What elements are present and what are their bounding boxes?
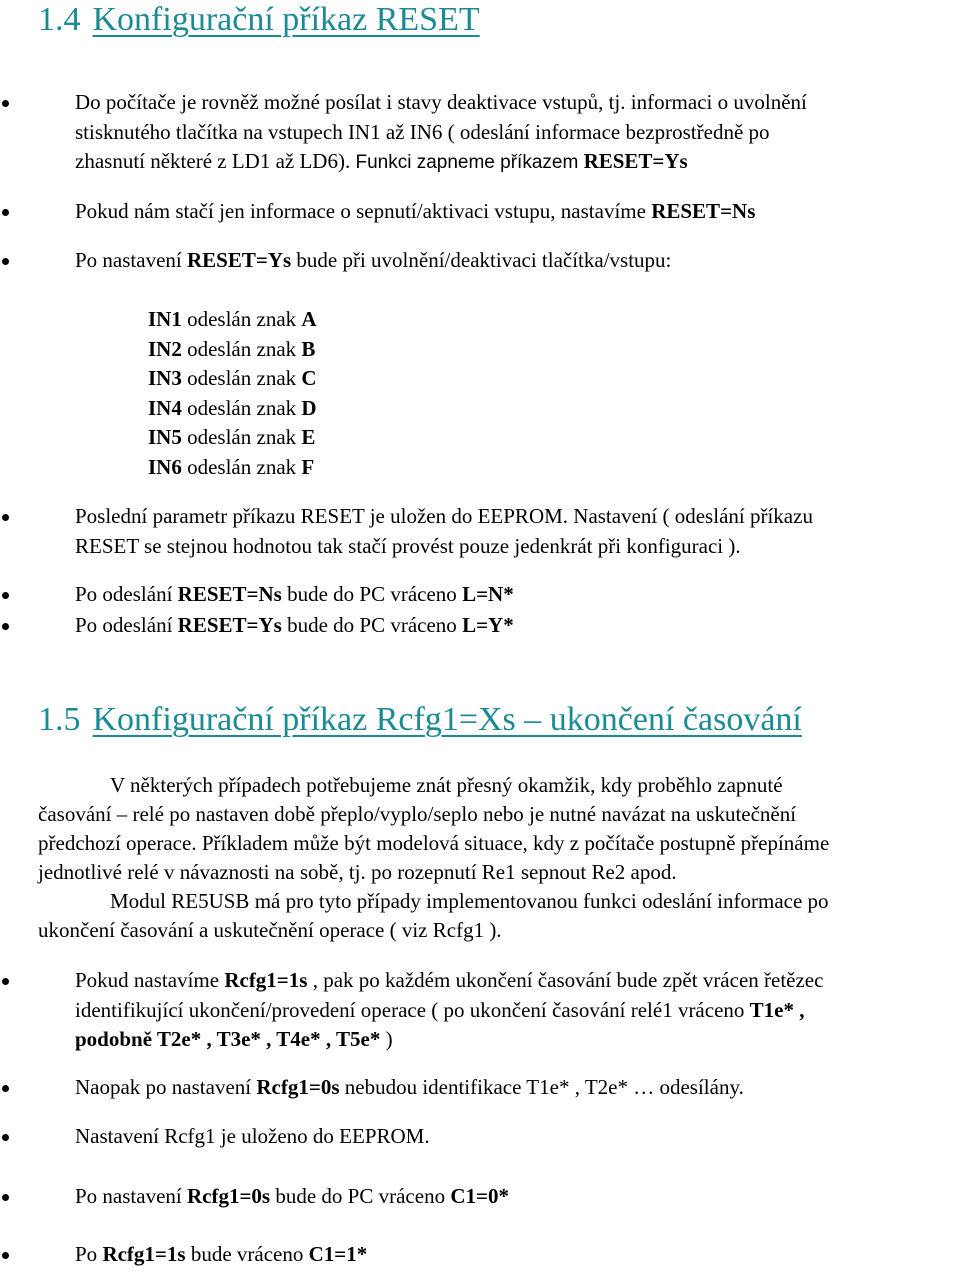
bullet-dot-icon [2,209,9,216]
list-item: IN3 odeslán znak C [148,366,317,390]
bullet-dot-icon [2,258,9,265]
list-item: IN1 odeslán znak A [148,307,317,331]
bullet-dot-icon [2,592,9,599]
section-title: Konfigurační příkaz Rcfg1=Xs – ukončení časování [92,701,802,738]
list-item: IN2 odeslán znak B [148,336,316,361]
paragraph: V některých případech potřebujeme znát přesný okamžik, kdy proběhlo zapnuté časování – relé po nastaven době přeplo/vyplo/seplo nebo je nutné navázat na uskutečnění předchozí operace. Příkladem může být modelová situace, kdy z počítače postupně přepínáme jednotlivé relé v návaznosti na sobě, tj. po rozepnutí Re1 sepnout Re2 apod. [38,773,830,884]
section-heading-1-4 [38,0,480,40]
section-title: Konfigurační příkaz RESET [92,1,480,38]
paragraph: Modul RE5USB má pro tyto případy implementovanou funkci odeslání informace po ukončení časování a uskutečnění operace ( viz Rcfg1 ). [38,889,829,942]
input-char-list [148,305,317,482]
bullet-dot-icon [2,1194,9,1201]
bullet-dot-icon [2,978,9,985]
bullet-dot-icon [2,1085,9,1092]
section-number: 1.5 [38,701,81,738]
bullet-dot-icon [2,1252,9,1259]
section-number: 1.4 [38,1,81,38]
bullet-dot-icon [2,623,9,630]
document-page: 1.4 Konfigurační příkaz RESET Do počítače je rovněž možné posílat i stavy deaktivace vstupů, tj. informaci o uvolnění stisknutého tlačítka na vstupech IN1 až IN6 ( odeslání informace bezprostředně po zhasnutí některé z LD1 až LD6). Funkci zapneme příkazem RESET=Ys Pokud nám stačí jen informace o sepnutí/aktivaci vstupu, nastavíme RESET=Ns Po nastavení RESET=Ys bude při uvolnění/deaktivaci tlačítka/vstupu: IN1 odeslán znak A IN2 odeslán znak B IN3 odeslán znak C IN4 odeslán znak D IN5 odeslán znak E IN6 odeslán znak F Poslední parametr příkazu RESET je uložen do EEPROM. Nastavení ( odeslání příkazu RESET se stejnou hodnotou tak stačí provést pouze jedenkrát při konfiguraci ). Po odeslání RESET=Ns bude do PC vráceno L=N* Po odeslání RESET=Ys bude do PC vráceno L=Y* 1.5 Konfigurační příkaz Rcfg1=Xs – ukončení časování V některých případech potřebujeme znát přesný okamžik, kdy proběhlo zapnuté časování – relé po nastaven době přeplo/vyplo/seplo nebo je nutné navázat na uskutečnění předchozí operace. Příkladem může být modelová situace, kdy z počítače postupně přepínáme jednotlivé relé v návaznosti na sobě, tj. po rozepnutí Re1 sepnout Re2 apod. Modul RE5USB má pro tyto případy implementovanou funkci odeslání informace po ukončení časování a uskutečnění operace ( viz Rcfg1 ). Pokud nastavíme Rcfg1=1s , pak po každém ukončení časování bude zpět vrácen řetězec identifikující ukončení/provedení operace ( po ukončení časování relé1 vráceno T1e* , podobně T2e* , T3e* , T4e* , T5e* ) Naopak po nastavení Rcfg1=0s nebudou identifikace T1e* , T2e* … odesílány. Nastavení Rcfg1 je uloženo do EEPROM. Po nastavení Rcfg1=0s bude do PC vráceno C1=0* Po Rcfg1=1s bude vráceno C1=1* [0,0,960,1272]
list-item: IN6 odeslán znak F [148,454,315,479]
list-item: IN4 odeslán znak D [148,395,317,420]
bullet-dot-icon [2,1134,9,1141]
bullet-dot-icon [2,514,9,521]
bullet-dot-icon [2,100,9,107]
list-item: IN5 odeslán znak E [148,425,316,449]
section-heading-1-5 [38,700,802,740]
